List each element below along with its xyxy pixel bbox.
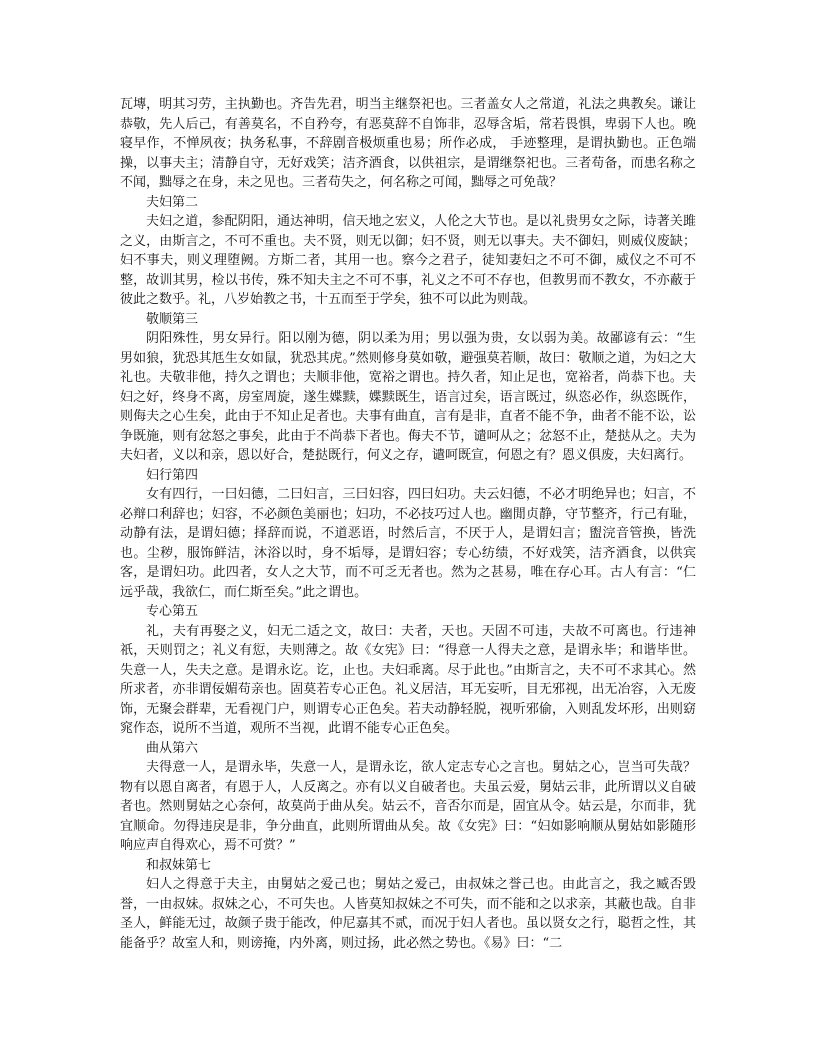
- chapter-heading: 曲从第六: [146, 740, 199, 756]
- document-page: [120, 95, 696, 953]
- paragraph: 夫妇之道，参配阴阳，通达神明，信天地之宏义，人伦之大节也。是以礼贵男女之际，诗著关雎之义，由斯言之，不可不重也。夫不贤，则无以御；妇不贤，则无以事夫。夫不御妇，则威仪废缺；妇不事夫，则义理堕阙。方斯二者，其用一也。察今之君子，徒知妻妇之不可不御，威仪之不可不整，故训其男，检以书传，殊不知夫主之不可不事，礼义之不可不存也，但教男而不教女，不亦蔽于彼此之数乎。礼，八岁始教之书，十五而至于学矣，独不可以此为则哉。: [120, 214, 696, 307]
- chapter-heading: 和叔妹第七: [146, 857, 212, 873]
- chapter-heading: 妇行第四: [146, 467, 199, 483]
- paragraph: 瓦塼，明其习劳，主执勤也。齐告先君，明当主继祭祀也。三者盖女人之常道，礼法之典教矣。谦让恭敬，先人后己，有善莫名，不自矜夸，有恶莫辞不自饰非，忍辱含垢，常若畏惧，卑弱下人也。晚寝早作，不惮夙夜；执务私事，不辞剧音极烦重也易；所作必成， 手迹整理，是谓执勤也。正色端操，以事夫主；清静自守，无好戏笑；洁齐酒食，以供祖宗，是谓继祭祀也。三者苟备，而患名称之不闻，黜辱之在身，未之见也。三者苟失之，何名称之可闻，黜辱之可免哉？: [120, 97, 696, 190]
- paragraph: 妇人之得意于夫主，由舅姑之爱己也；舅姑之爱己，由叔妹之誉己也。由此言之，我之臧否毁誉，一由叔妹。叔妹之心，不可失也。人皆莫知叔妹之不可失，而不能和之以求亲，其蔽也哉。自非圣人，鲜能无过，故颜子贵于能改，仲尼嘉其不贰，而况于妇人者也。虽以贤女之行，聪哲之性，其能备乎？故室人和，则谤掩，内外离，则过扬，此必然之势也。《易》曰：“二: [120, 877, 696, 951]
- chapter-heading: 专心第五: [146, 604, 199, 619]
- paragraph: 阴阳殊性，男女异行。阳以刚为德，阴以柔为用；男以强为贵，女以弱为美。故鄙谚有云：“生男如狼，犹恐其尪生女如鼠，犹恐其虎。”然则修身莫如敬，避强莫若顺，故曰：敬顺之道，为妇之大礼也。夫敬非他，持久之谓也；夫顺非他，宽裕之谓也。持久者，知止足也，宽裕者，尚恭下也。夫妇之好，终身不离，房室周旋，遂生媟黩，媟黩既生，语言过矣，语言既过，纵恣必作，纵恣既作，则侮夫之心生矣，此由于不知止足者也。夫事有曲直，言有是非，直者不能不争，曲者不能不讼，讼争既施，则有忿怒之事矣，此由于不尚恭下者也。侮夫不节，谴呵从之；忿怒不止，楚挞从之。夫为夫妇者，义以和亲，恩以好合，楚挞既行，何义之存，谴呵既宣，何恩之有？恩义俱废，夫妇离行。: [120, 331, 696, 463]
- paragraph: 女有四行，一曰妇德，二曰妇言，三曰妇容，四曰妇功。夫云妇德，不必才明绝异也；妇言，不必辩口利辞也；妇容，不必颜色美丽也；妇功，不必技巧过人也。幽閒贞静，守节整齐，行己有耻，动静有法，是谓妇德；择辞而说，不道恶语，时然后言，不厌于人，是谓妇言；盥浣音管换，皆洗也。尘秽，服饰鲜洁，沐浴以时，身不垢辱，是谓妇容；专心纺绩，不好戏笑，洁齐酒食，以供宾客，是谓妇功。此四者，女人之大节，而不可乏无者也。然为之甚易，唯在存心耳。古人有言：“仁远乎哉，我欲仁，而仁斯至矣。”此之谓也。: [120, 487, 696, 600]
- chapter-heading: 敬顺第三: [146, 311, 199, 327]
- chapter-heading: 夫妇第二: [146, 194, 199, 210]
- paragraph: 夫得意一人，是谓永毕，失意一人，是谓永讫，欲人定志专心之言也。舅姑之心，岂当可失哉？物有以恩自离者，有恩于人，人反离之。亦有以义自破者也。夫虽云爱，舅姑云非，此所谓以义自破者也。然则舅姑之心奈何，故莫尚于曲从矣。姑云不，音否尔而是，固宜从令。姑云是，尔而非，犹宜顺命。勿得违戾是非，争分曲直，此则所谓曲从矣。故《女宪》曰：“妇如影响顺从舅姑如影随形响应声自得欢心，焉不可赏？”: [120, 760, 696, 853]
- paragraph: 礼，夫有再娶之义，妇无二适之文，故曰：夫者，天也。天固不可违，夫故不可离也。行违神祇，天则罚之；礼义有愆，夫则薄之。故《女宪》曰：“得意一人得夫之意，是谓永毕；和谐毕世。失意一人，失夫之意。是谓永讫。讫，止也。夫妇乖离。尽于此也。”由斯言之，夫不可不求其心。然所求者，亦非谓佞媚苟亲也。固莫若专心正色。礼义居洁，耳无妄听，目无邪视，出无冶容，入无废饰，无聚会群辈，无看视门户，则谓专心正色矣。若夫动静轻脱，视听邪偷，入则乱发坏形，出则窈窕作态，说所不当道，观所不当视，此谓不能专心正色矣。: [120, 623, 696, 736]
